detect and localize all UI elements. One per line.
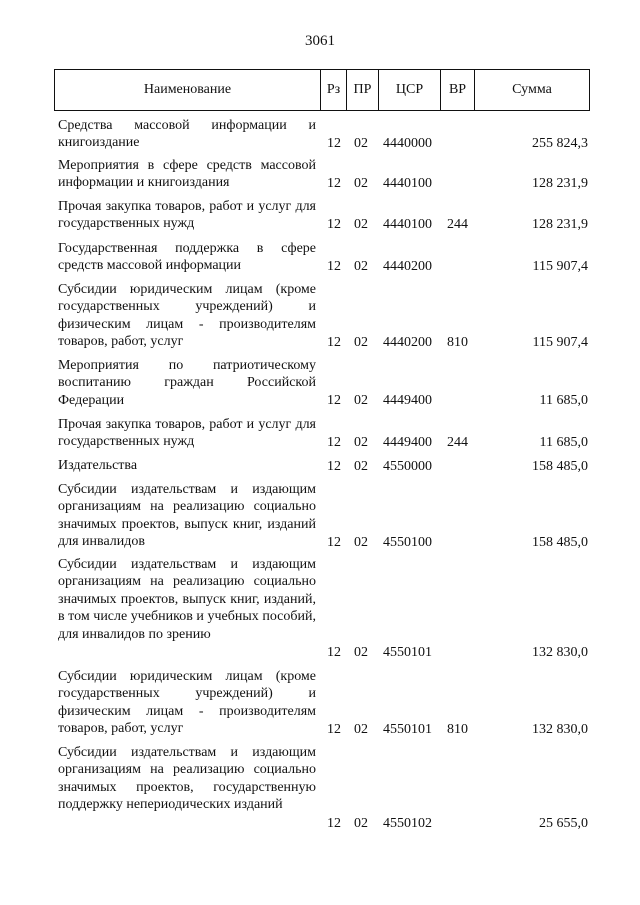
row-sum: 11 685,0 bbox=[539, 392, 588, 408]
table-row bbox=[0, 281, 640, 351]
page-number: 3061 bbox=[305, 33, 335, 49]
table-row bbox=[0, 744, 640, 832]
row-vr: 244 bbox=[447, 216, 468, 232]
row-name: Государственная поддержка в сфере средств массовой информации bbox=[58, 241, 316, 274]
row-name: Субсидии издательствам и издающим организациям на реализацию социально значимых проектов, выпуск книг, изданий, в том числе учебников и учебных пособий, для инвалидов по зрению bbox=[58, 557, 316, 642]
row-pr: 02 bbox=[354, 258, 368, 274]
row-csr: 4440000 bbox=[383, 135, 432, 151]
row-sum: 132 830,0 bbox=[532, 721, 588, 737]
row-name: Субсидии издательствам и издающим организациям на реализацию социально значимых проектов, выпуск книг, изданий для инвалидов bbox=[58, 482, 316, 550]
header-pr: ПР bbox=[346, 69, 379, 111]
row-rz: 12 bbox=[327, 334, 341, 350]
table-row bbox=[0, 457, 640, 475]
table-row bbox=[0, 357, 640, 409]
row-pr: 02 bbox=[354, 334, 368, 350]
row-rz: 12 bbox=[327, 721, 341, 737]
row-vr: 810 bbox=[447, 334, 468, 350]
row-sum: 255 824,3 bbox=[532, 135, 588, 151]
row-name: Субсидии юридическим лицам (кроме государственных учреждений) и физическим лицам - производителям товаров, работ, услуг bbox=[58, 669, 316, 737]
table-row bbox=[0, 117, 640, 152]
row-rz: 12 bbox=[327, 815, 341, 831]
row-pr: 02 bbox=[354, 721, 368, 737]
row-rz: 12 bbox=[327, 392, 341, 408]
row-pr: 02 bbox=[354, 392, 368, 408]
row-csr: 4440100 bbox=[383, 216, 432, 232]
table-row bbox=[0, 157, 640, 192]
row-name: Субсидии юридическим лицам (кроме государственных учреждений) и физическим лицам - производителям товаров, работ, услуг bbox=[58, 282, 316, 350]
row-pr: 02 bbox=[354, 175, 368, 191]
row-pr: 02 bbox=[354, 534, 368, 550]
row-sum: 25 655,0 bbox=[539, 815, 588, 831]
row-name: Средства массовой информации и книгоиздание bbox=[58, 118, 316, 151]
row-vr: 810 bbox=[447, 721, 468, 737]
row-csr: 4550101 bbox=[383, 721, 432, 737]
row-rz: 12 bbox=[327, 135, 341, 151]
table-row bbox=[0, 668, 640, 738]
row-name: Субсидии издательствам и издающим организациям на реализацию социально значимых проектов, государственную поддержку непериодических изданий bbox=[58, 745, 316, 813]
row-csr: 4440100 bbox=[383, 175, 432, 191]
row-csr: 4440200 bbox=[383, 334, 432, 350]
row-rz: 12 bbox=[327, 216, 341, 232]
row-csr: 4550100 bbox=[383, 534, 432, 550]
row-sum: 158 485,0 bbox=[532, 458, 588, 474]
row-csr: 4550102 bbox=[383, 815, 432, 831]
row-name: Издательства bbox=[58, 458, 138, 473]
row-rz: 12 bbox=[327, 434, 341, 450]
row-pr: 02 bbox=[354, 815, 368, 831]
header-rz: Рз bbox=[320, 69, 347, 111]
row-rz: 12 bbox=[327, 644, 341, 660]
table-row bbox=[0, 416, 640, 451]
row-rz: 12 bbox=[327, 175, 341, 191]
row-pr: 02 bbox=[354, 135, 368, 151]
row-sum: 115 907,4 bbox=[532, 258, 588, 274]
row-name: Прочая закупка товаров, работ и услуг для государственных нужд bbox=[58, 417, 316, 450]
table-row bbox=[0, 198, 640, 233]
table-row bbox=[0, 556, 640, 661]
row-sum: 158 485,0 bbox=[532, 534, 588, 550]
header-csr: ЦСР bbox=[378, 69, 441, 111]
row-pr: 02 bbox=[354, 458, 368, 474]
row-csr: 4440200 bbox=[383, 258, 432, 274]
row-rz: 12 bbox=[327, 534, 341, 550]
row-sum: 128 231,9 bbox=[532, 175, 588, 191]
header-vr: ВР bbox=[440, 69, 475, 111]
row-name: Мероприятия в сфере средств массовой информации и книгоиздания bbox=[58, 158, 316, 191]
row-sum: 128 231,9 bbox=[532, 216, 588, 232]
table-row bbox=[0, 481, 640, 551]
row-sum: 132 830,0 bbox=[532, 644, 588, 660]
row-csr: 4449400 bbox=[383, 434, 432, 450]
row-csr: 4449400 bbox=[383, 392, 432, 408]
row-sum: 115 907,4 bbox=[532, 334, 588, 350]
row-rz: 12 bbox=[327, 258, 341, 274]
row-sum: 11 685,0 bbox=[539, 434, 588, 450]
row-csr: 4550000 bbox=[383, 458, 432, 474]
header-sum: Сумма bbox=[474, 69, 590, 111]
table-row bbox=[0, 240, 640, 275]
row-pr: 02 bbox=[354, 216, 368, 232]
header-name: Наименование bbox=[54, 69, 321, 111]
row-name: Мероприятия по патриотическому воспитанию граждан Российской Федерации bbox=[58, 358, 316, 408]
row-name: Прочая закупка товаров, работ и услуг для государственных нужд bbox=[58, 199, 316, 232]
row-rz: 12 bbox=[327, 458, 341, 474]
row-pr: 02 bbox=[354, 434, 368, 450]
row-csr: 4550101 bbox=[383, 644, 432, 660]
row-pr: 02 bbox=[354, 644, 368, 660]
row-vr: 244 bbox=[447, 434, 468, 450]
